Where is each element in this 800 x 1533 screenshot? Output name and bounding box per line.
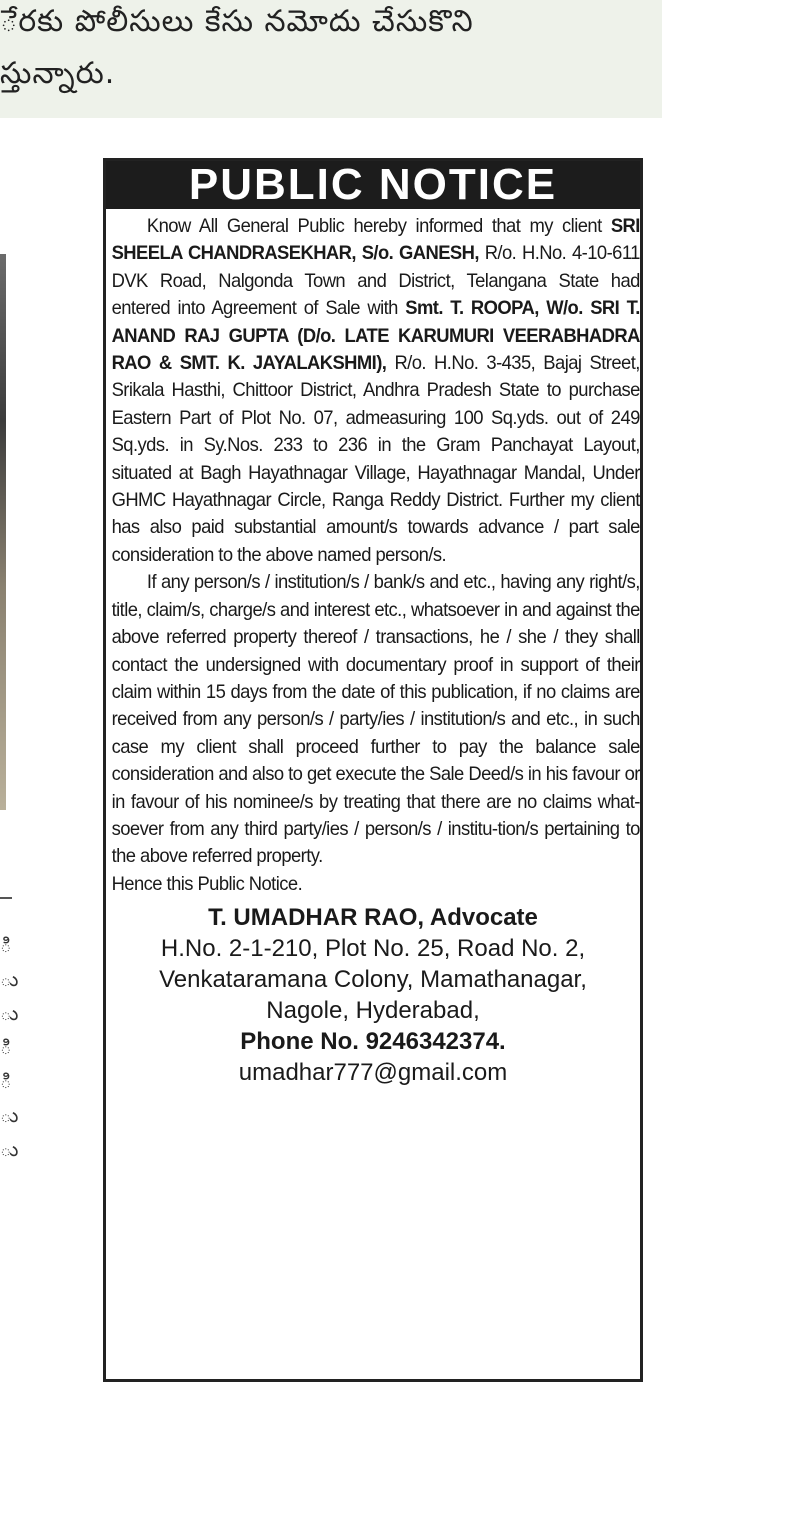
phone-number: Phone No. 9246342374. <box>240 1028 506 1056</box>
notice-closing: Hence this Public Notice. <box>111 872 303 895</box>
seller-name: Smt. T. ROOPA, W/o. SRI T. ANAND RAJ GUPTA (D/o. LATE KARUMURI VEERABHADRA RAO & SMT. K. JAYALAKSHMI), <box>111 297 640 375</box>
public-notice-box <box>103 158 643 1382</box>
address-line-2: Venkataramana Colony, Mamathanagar, <box>159 966 587 994</box>
advocate-name: T. UMADHAR RAO, Advocate <box>208 904 538 932</box>
left-divider <box>0 897 12 899</box>
email-address: umadhar777@gmail.com <box>238 1059 508 1087</box>
para1-text-1: Know All General Public hereby informed that my client <box>146 215 611 237</box>
para1-text-3: R/o. H.No. 3-435, Bajaj Street, Srikala Hasthi, Chittoor District, Andhra Pradesh State to purchase Eastern Part of Plot No. 07, admeasuring 100 Sq.yds. out of 249 Sq.yds. in Sy.Nos. 233 to 236 in the Gram Panchayat Layout, situated at Bagh Hayathnagar Village, Hayathnagar Mandal, Under GHMC Hayathnagar Circle, Ranga Reddy District. Further my client has also paid substantial amount/s towards advance / part sale consideration to the above named person/s. <box>111 352 640 566</box>
notice-paragraph-2: If any person/s / institution/s / bank/s and etc., having any right/s, title, claim/s, charge/s and interest etc., whatsoever in and against the above referred property thereof / transactions, he / she / they shall contact the undersigned with documentary proof in support of their claim within 15 days from the date of this publication, if no claims are received from any person/s / party/ies / institution/s and etc., in such case my client shall proceed further to pay the balance sale consideration and also to get execute the Sale Deed/s in his favour or in favour of his nominee/s by treating that there are no claims what-soever from any third party/ies / person/s / institu-tion/s pertaining to the above referred property. <box>111 571 640 868</box>
previous-article-strip <box>0 0 662 118</box>
left-photo-edge <box>0 254 6 810</box>
address-line-3: Nagole, Hyderabad, <box>266 997 480 1025</box>
left-column-fragment: ి ు ు ి ి ు ు <box>0 933 19 1161</box>
client-name: SRI SHEELA CHANDRASEKHAR, S/o. GANESH, <box>111 215 640 265</box>
notice-title: PUBLIC NOTICE <box>106 161 640 209</box>
notice-paragraph-1 <box>112 213 640 569</box>
address-line-1: H.No. 2-1-210, Plot No. 25, Road No. 2, <box>160 935 586 963</box>
telugu-text-line-2: స్తున్నారు. <box>0 56 116 91</box>
notice-body <box>106 209 644 898</box>
para1-text-2: R/o. H.No. 4-10-611 DVK Road, Nalgonda Town and District, Telangana State had entered into Agreement of Sale with <box>111 242 640 320</box>
signature-block <box>106 902 640 1088</box>
telugu-text-line-1: ేరకు పోలీసులు కేసు నమోదు చేసుకొని <box>0 4 474 39</box>
